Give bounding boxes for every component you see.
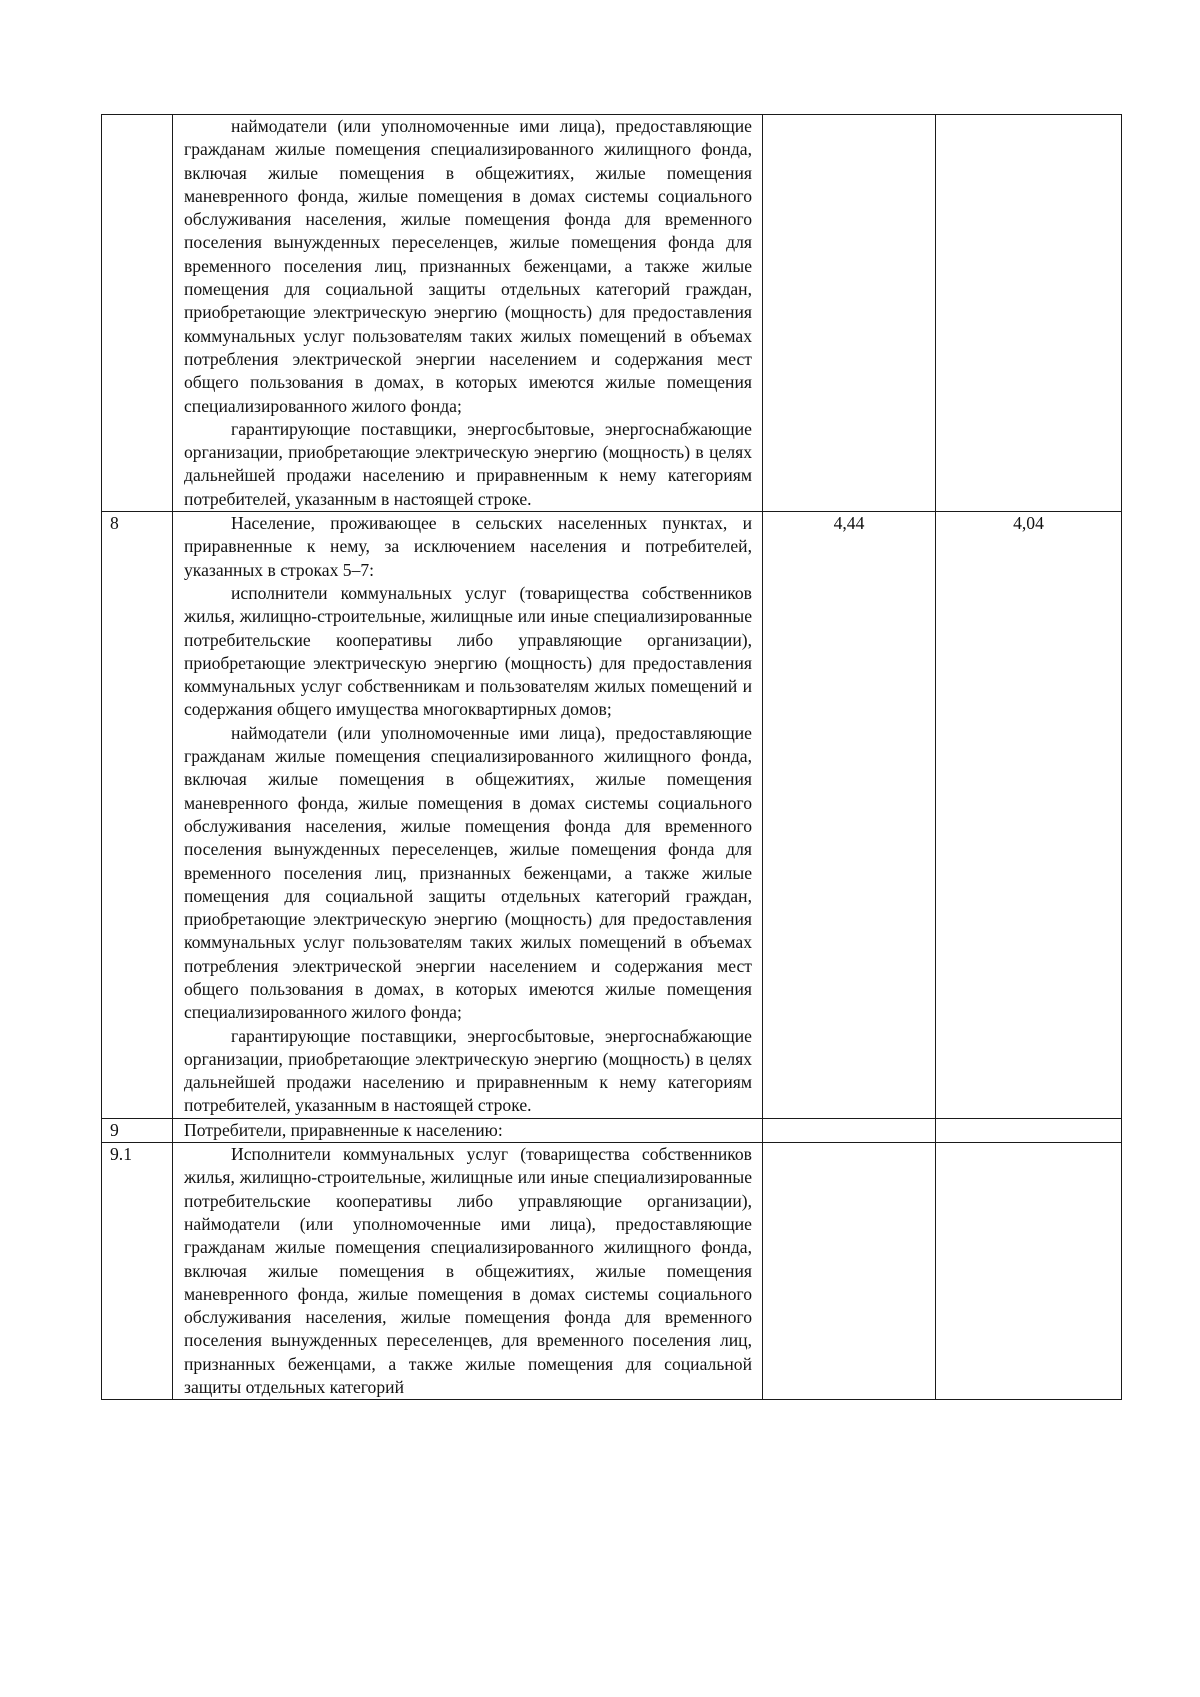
row-value-1 [763,1143,936,1400]
row-value-2 [936,1143,1122,1400]
table-row-9 [102,1118,1122,1142]
row-description [173,512,763,1119]
table-row-8 [102,512,1122,1119]
row-number: 8 [102,512,173,1119]
row-value-2 [936,1118,1122,1142]
description-paragraph: Исполнители коммунальных услуг (товарищества собственников жилья, жилищно-строительные, жилищные или иные специализированные потребительские кооперативы либо управляющие организации), наймодатели (или уполномоченные ими лица), предоставляющие гражданам жилые помещения специализированного жилищного фонда, включая жилые помещения в общежитиях, жилые помещения маневренного фонда, жилые помещения в домах системы социального обслуживания населения, жилые помещения фонда для временного поселения вынужденных переселенцев, для временного поселения лиц, признанных беженцами, а также жилые помещения для социальной защиты отдельных категорий [184,1144,752,1398]
row-number: 9 [102,1118,173,1142]
description-paragraph: гарантирующие поставщики, энергосбытовые, энергоснабжающие организации, приобретающие электрическую энергию (мощность) в целях дальнейшей продажи населению и приравненным к нему категориям потребителей, указанным в настоящей строке. [184,1025,752,1116]
description-paragraph: исполнители коммунальных услуг (товарищества собственников жилья, жилищно-строительные, жилищные или иные специализированные потребительские кооперативы либо управляющие организации), приобретающие электрическую энергию (мощность) для предоставления коммунальных услуг собственникам и пользователям жилых помещений и содержания общего имущества многоквартирных домов; [184,582,752,720]
table-row-9-1 [102,1143,1122,1400]
row-number: 9.1 [102,1143,173,1400]
tariff-table [101,114,1122,1400]
row-value-2: 4,04 [936,512,1122,1119]
row-value-1: 4,44 [763,512,936,1119]
row-description [173,1143,763,1400]
description-paragraph: гарантирующие поставщики, энергосбытовые, энергоснабжающие организации, приобретающие электрическую энергию (мощность) в целях дальнейшей продажи населению и приравненным к нему категориям потребителей, указанным в настоящей строке. [184,418,752,509]
description-paragraph: Население, проживающее в сельских населенных пунктах, и приравненные к нему, за исключением населения и потребителей, указанных в строках 5–7: [184,513,752,580]
description-paragraph: наймодатели (или уполномоченные ими лица), предоставляющие гражданам жилые помещения специализированного жилищного фонда, включая жилые помещения в общежитиях, жилые помещения маневренного фонда, жилые помещения в домах системы социального обслуживания населения, жилые помещения фонда для временного поселения вынужденных переселенцев, жилые помещения фонда для временного поселения лиц, признанных беженцами, а также жилые помещения для социальной защиты отдельных категорий граждан, приобретающие электрическую энергию (мощность) для предоставления коммунальных услуг пользователям таких жилых помещений в объемах потребления электрической энергии населением и содержания мест общего пользования в домах, в которых имеются жилые помещения специализированного жилого фонда; [184,722,752,1023]
description-paragraph: Потребители, приравненные к населению: [184,1119,503,1140]
row-number [102,115,173,512]
row-value-2 [936,115,1122,512]
row-description [173,115,763,512]
row-value-1 [763,1118,936,1142]
row-description [173,1118,763,1142]
table-row-continuation [102,115,1122,512]
description-paragraph: наймодатели (или уполномоченные ими лица), предоставляющие гражданам жилые помещения специализированного жилищного фонда, включая жилые помещения в общежитиях, жилые помещения маневренного фонда, жилые помещения в домах системы социального обслуживания населения, жилые помещения фонда для временного поселения вынужденных переселенцев, жилые помещения фонда для временного поселения лиц, признанных беженцами, а также жилые помещения для социальной защиты отдельных категорий граждан, приобретающие электрическую энергию (мощность) для предоставления коммунальных услуг пользователям таких жилых помещений в объемах потребления электрической энергии населением и содержания мест общего пользования в домах, в которых имеются жилые помещения специализированного жилого фонда; [184,116,752,416]
row-value-1 [763,115,936,512]
